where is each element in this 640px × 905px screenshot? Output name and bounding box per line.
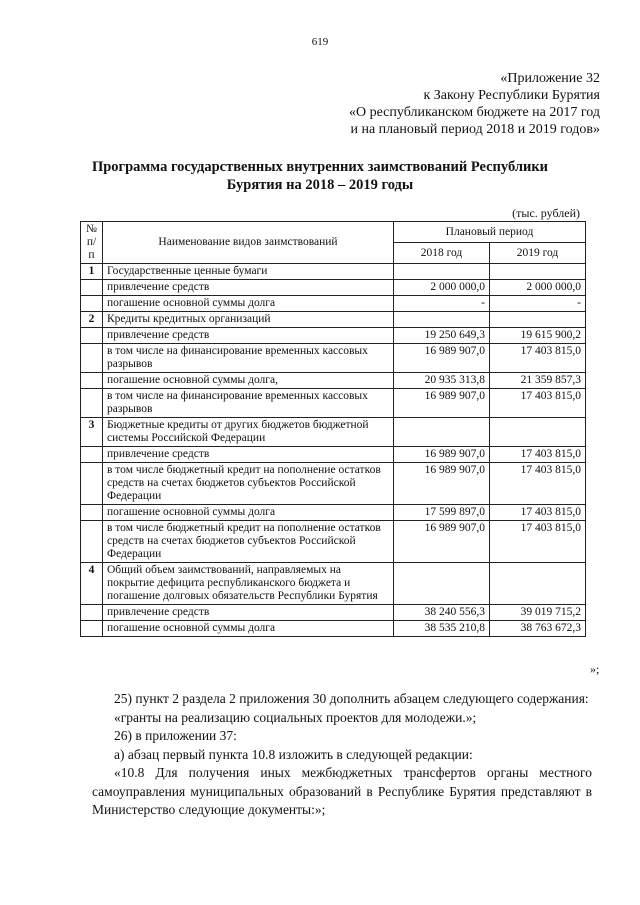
row-number xyxy=(81,328,103,344)
appendix-line: «О республиканском бюджете на 2017 год xyxy=(349,105,600,120)
paragraph: а) абзац первый пункта 10.8 изложить в следующей редакции: xyxy=(114,746,473,762)
paragraph: «10.8 Для получения иных межбюджетных трансфертов органы местного самоуправления муниципальных образований в Республике Бурятия представляют в Министерство следующие документы:»; xyxy=(92,765,592,817)
table-section-row xyxy=(81,418,586,447)
row-number: 3 xyxy=(81,418,103,447)
table-row xyxy=(81,505,586,521)
value-2018: 16 989 907,0 xyxy=(393,447,489,463)
value-2019: 17 403 815,0 xyxy=(489,505,585,521)
value-2018: 2 000 000,0 xyxy=(393,280,489,296)
table-section-row xyxy=(81,563,586,605)
value-2018: 16 989 907,0 xyxy=(393,389,489,418)
value-2019: 39 019 715,2 xyxy=(489,605,585,621)
header-year-2018: 2018 год xyxy=(393,243,489,264)
row-number: 1 xyxy=(81,264,103,280)
row-name: в том числе бюджетный кредит на пополнение остатков средств на счетах бюджетов субъектов Российской Федерации xyxy=(103,463,394,505)
header-num: № п/п xyxy=(81,222,103,264)
value-2018 xyxy=(393,264,489,280)
appendix-line: к Закону Республики Бурятия xyxy=(423,88,600,103)
value-2018: 16 989 907,0 xyxy=(393,521,489,563)
paragraph: 25) пункт 2 раздела 2 приложения 30 дополнить абзацем следующего содержания: xyxy=(114,691,589,706)
header-year-2019: 2019 год xyxy=(489,243,585,264)
table-section-row xyxy=(81,264,586,280)
paragraph: «гранты на реализацию социальных проектов для молодежи.»; xyxy=(114,709,477,725)
value-2019 xyxy=(489,312,585,328)
row-name: погашение основной суммы долга xyxy=(103,296,394,312)
row-name: Кредиты кредитных организаций xyxy=(103,312,394,328)
row-name: погашение основной суммы долга, xyxy=(103,373,394,389)
borrowing-table xyxy=(80,221,586,637)
header-name: Наименование видов заимствований xyxy=(103,222,394,264)
document-title xyxy=(60,158,580,194)
row-number: 2 xyxy=(81,312,103,328)
paragraph: 26) в приложении 37: xyxy=(114,728,237,743)
table-row xyxy=(81,447,586,463)
row-name: в том числе бюджетный кредит на пополнение остатков средств на счетах бюджетов субъектов Российской Федерации xyxy=(103,521,394,563)
value-2019 xyxy=(489,418,585,447)
row-name: привлечение средств xyxy=(103,605,394,621)
value-2019: 17 403 815,0 xyxy=(489,463,585,505)
row-name: привлечение средств xyxy=(103,447,394,463)
value-2019: 17 403 815,0 xyxy=(489,447,585,463)
value-2018: 38 240 556,3 xyxy=(393,605,489,621)
title-line: Программа государственных внутренних заимствований Республики xyxy=(91,159,549,175)
value-2018: 20 935 313,8 xyxy=(393,373,489,389)
value-2018: 17 599 897,0 xyxy=(393,505,489,521)
row-number xyxy=(81,447,103,463)
row-number xyxy=(81,280,103,296)
row-number xyxy=(81,521,103,563)
value-2018: - xyxy=(393,296,489,312)
value-2019 xyxy=(489,264,585,280)
value-2018 xyxy=(393,418,489,447)
table-row xyxy=(81,605,586,621)
appendix-heading xyxy=(349,70,600,138)
value-2019: 38 763 672,3 xyxy=(489,621,585,637)
row-number xyxy=(81,463,103,505)
row-name: Бюджетные кредиты от других бюджетов бюджетной системы Российской Федерации xyxy=(103,418,394,447)
value-2019: - xyxy=(489,296,585,312)
row-number xyxy=(81,389,103,418)
row-number xyxy=(81,505,103,521)
appendix-line: и на плановый период 2018 и 2019 годов» xyxy=(350,122,600,137)
table-row xyxy=(81,373,586,389)
value-2018: 16 989 907,0 xyxy=(393,463,489,505)
value-2018 xyxy=(393,312,489,328)
row-number xyxy=(81,605,103,621)
table-row xyxy=(81,463,586,505)
value-2018: 19 250 649,3 xyxy=(393,328,489,344)
value-2019: 17 403 815,0 xyxy=(489,521,585,563)
value-2019: 17 403 815,0 xyxy=(489,344,585,373)
row-number xyxy=(81,344,103,373)
units-label: (тыс. рублей) xyxy=(512,206,580,220)
table-row xyxy=(81,621,586,637)
row-number: 4 xyxy=(81,563,103,605)
table-row xyxy=(81,389,586,418)
row-number xyxy=(81,296,103,312)
table-body xyxy=(81,264,586,637)
value-2019 xyxy=(489,563,585,605)
row-name: Общий объем заимствований, направляемых на покрытие дефицита республиканского бюджета и погашение долговых обязательств Республики Бурятия xyxy=(103,563,394,605)
row-number xyxy=(81,373,103,389)
value-2019: 2 000 000,0 xyxy=(489,280,585,296)
table-row xyxy=(81,328,586,344)
value-2019: 21 359 857,3 xyxy=(489,373,585,389)
amendment-text xyxy=(92,690,592,820)
table-row xyxy=(81,344,586,373)
value-2018: 16 989 907,0 xyxy=(393,344,489,373)
row-name: в том числе на финансирование временных кассовых разрывов xyxy=(103,389,394,418)
row-name: Государственные ценные бумаги xyxy=(103,264,394,280)
header-period: Плановый период xyxy=(393,222,585,243)
table-section-row xyxy=(81,312,586,328)
value-2019: 17 403 815,0 xyxy=(489,389,585,418)
appendix-line: «Приложение 32 xyxy=(500,71,600,86)
row-number xyxy=(81,621,103,637)
value-2018 xyxy=(393,563,489,605)
row-name: привлечение средств xyxy=(103,280,394,296)
title-line: Бурятия на 2018 – 2019 годы xyxy=(226,177,414,193)
row-name: в том числе на финансирование временных кассовых разрывов xyxy=(103,344,394,373)
row-name: погашение основной суммы долга xyxy=(103,505,394,521)
table-row xyxy=(81,521,586,563)
value-2019: 19 615 900,2 xyxy=(489,328,585,344)
row-name: привлечение средств xyxy=(103,328,394,344)
value-2018: 38 535 210,8 xyxy=(393,621,489,637)
table-row xyxy=(81,296,586,312)
row-name: погашение основной суммы долга xyxy=(103,621,394,637)
page-number: 619 xyxy=(311,36,329,48)
table-row xyxy=(81,280,586,296)
table-closing-mark: »; xyxy=(590,662,600,676)
